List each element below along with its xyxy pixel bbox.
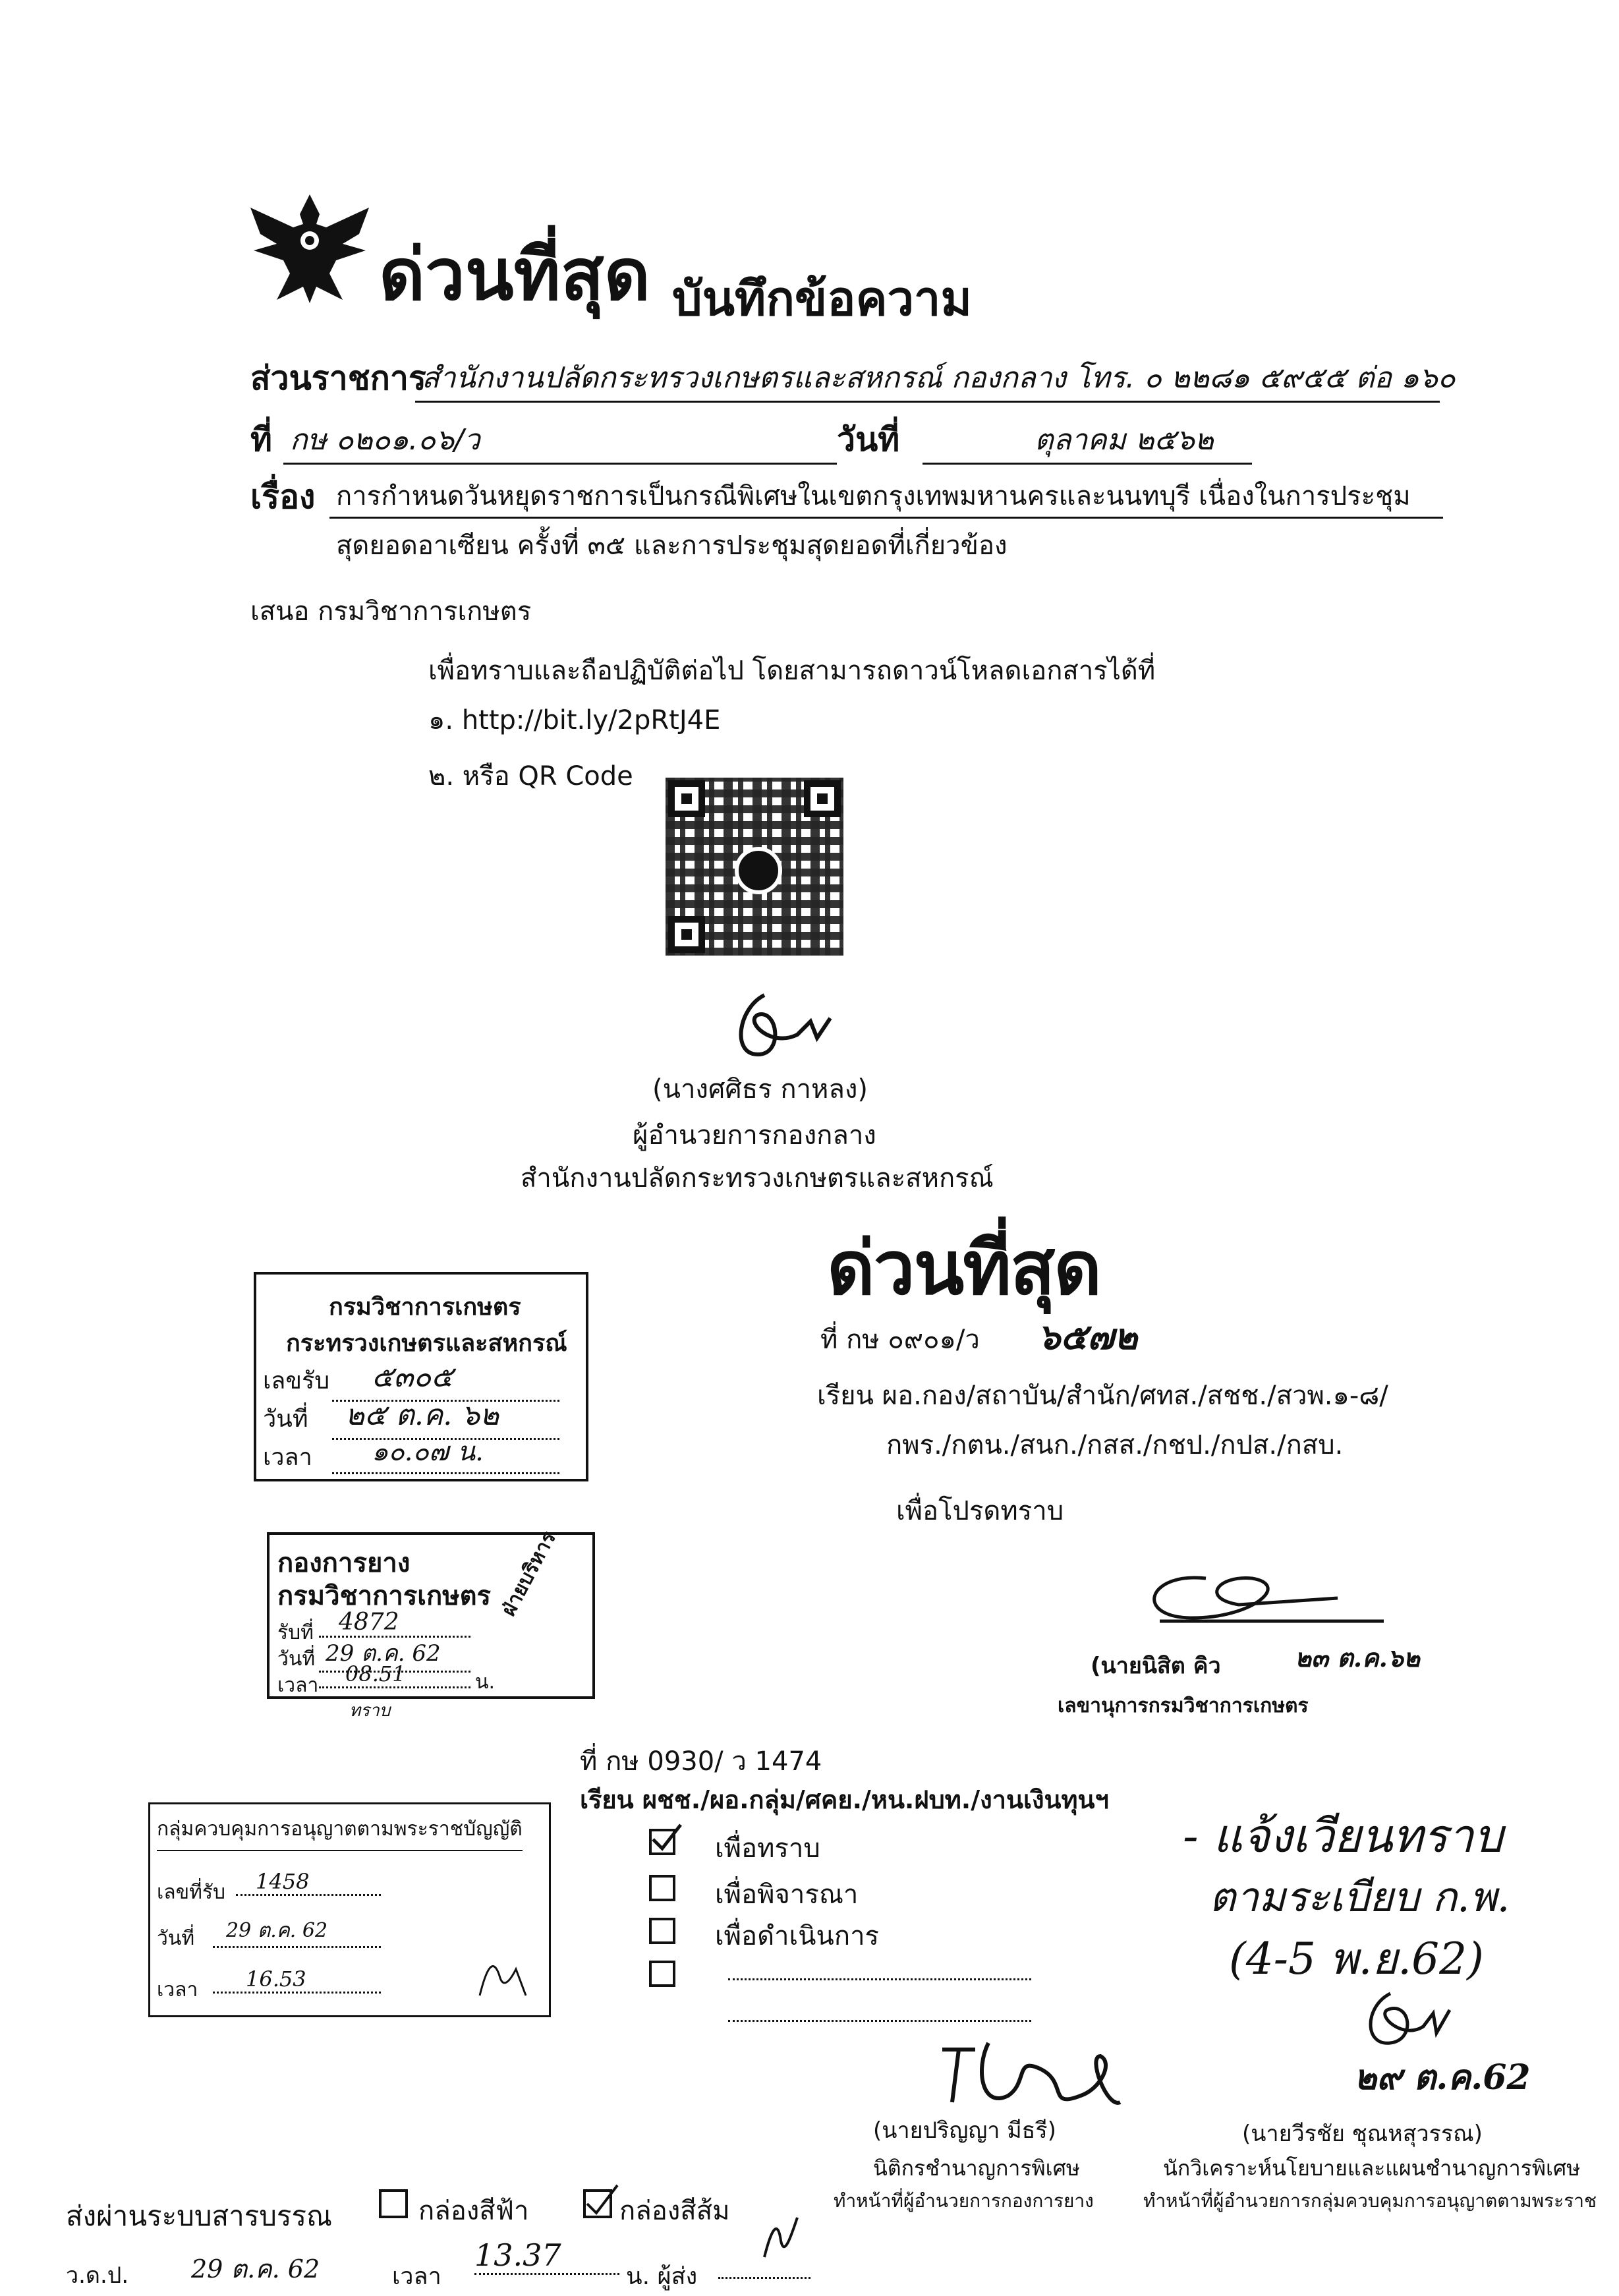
signatory1-position: ผู้อำนวยการกองกลาง <box>633 1120 876 1151</box>
footer-system-label: ส่งผ่านระบบสารบรรณ <box>66 2200 333 2232</box>
date-value: ตุลาคม ๒๕๖๒ <box>923 416 1252 465</box>
forward2-signer-title1: นิติกรชำนาญการพิเศษ <box>873 2156 1080 2181</box>
footer-time-label: เวลา <box>392 2263 441 2290</box>
stamp2-recv-label: รับที่ <box>277 1621 314 1644</box>
forward1-signer: (นายนิสิต คิว <box>1091 1653 1221 1679</box>
stamp1-line1: กรมวิชาการเกษตร <box>329 1294 521 1321</box>
subject-line2: สุดยอดอาเซียน ครั้งที่ ๓๕ และการประชุมสุดยอดที่เกี่ยวข้อง <box>336 531 1008 561</box>
opt-acknowledge-label: เพื่อทราบ <box>715 1833 820 1864</box>
footer-sender-label: น. ผู้ส่ง <box>626 2263 698 2290</box>
checkbox-proceed[interactable] <box>649 1918 675 1944</box>
receipt-stamp-3 <box>148 1802 551 2017</box>
footer-time-value: 13.37 <box>474 2237 619 2275</box>
stamp1-date-value: ๒๕ ต.ค. ๖๒ <box>332 1392 559 1440</box>
checkmark-icon <box>584 2184 619 2218</box>
urgency-heading: ด่วนที่สุด <box>379 234 650 316</box>
checkbox-consider[interactable] <box>649 1875 675 1901</box>
stamp2-line1: กองการยาง <box>277 1548 411 1578</box>
forward1-purpose: เพื่อโปรดทราบ <box>896 1496 1064 1526</box>
forward1-to-line2: กพร./กตน./สนก./กสส./กชป./กปส./กสบ. <box>886 1430 1344 1460</box>
stamp3-date-label: วันที่ <box>157 1927 195 1950</box>
footer-date-label: ว.ด.ป. <box>66 2262 129 2289</box>
signatory1-name: (นางศศิธร กาหลง) <box>652 1074 868 1105</box>
receipt-stamp-1 <box>254 1272 588 1481</box>
handwritten-line1: - แจ้งเวียนทราบ <box>1183 1809 1503 1863</box>
addressee: เสนอ กรมวิชาการเกษตร <box>250 596 532 627</box>
other-dotted-line-2 <box>728 2020 1031 2022</box>
qr-code-label: ๒. หรือ QR Code <box>428 761 633 791</box>
footer-orange-box-label: กล่องสีส้ม <box>619 2196 730 2226</box>
stamp1-time-value: ๑๐.๐๗ น. <box>332 1430 559 1474</box>
urgent-stamp: ด่วนที่สุด <box>827 1226 1101 1311</box>
stamp3-initials <box>473 1949 532 2002</box>
forward1-signer-date: ๒๓ ต.ค.๖๒ <box>1295 1643 1420 1673</box>
stamp3-recv-value: 1458 <box>236 1869 381 1896</box>
stamp2-time-value: 08.51 <box>319 1661 470 1688</box>
forward1-to-line1: เรียน ผอ.กอง/สถาบัน/สำนัก/ศทส./สชช./สวพ.๑-๘/ <box>817 1381 1388 1411</box>
agency-label: ส่วนราชการ <box>250 359 426 397</box>
stamp3-title: กลุ่มควบคุมการอนุญาตตามพระราชบัญญัติ <box>157 1814 523 1851</box>
ref-value: กษ ๐๒๐๑.๐๖/ว <box>283 416 837 465</box>
opt-proceed-label: เพื่อดำเนินการ <box>715 1921 880 1951</box>
forward1-ref-number: ๖๕๗๒ <box>1038 1315 1138 1358</box>
forward2-signer-name: (นายปริญญา มีธรี) <box>873 2117 1056 2144</box>
receipt-stamp-2 <box>267 1528 595 1699</box>
signature-1 <box>718 982 850 1068</box>
stamp3-time-label: เวลา <box>157 1978 198 2001</box>
body-paragraph: เพื่อทราบและถือปฏิบัติต่อไป โดยสามารถดาวน์โหลดเอกสารได้ที่ <box>428 656 1156 686</box>
footer-sender-initials <box>758 2211 804 2264</box>
garuda-emblem-icon <box>244 188 376 306</box>
stamp1-line2: กระทรวงเกษตรและสหกรณ์ <box>286 1330 567 1357</box>
stamp2-date-value: 29 ต.ค. 62 <box>319 1635 470 1673</box>
signatory3-name: (นายวีรชัย ชุณหสุวรรณ) <box>1242 2121 1483 2147</box>
checkmark-icon <box>650 1822 682 1854</box>
signature-4 <box>1351 1980 1469 2059</box>
checkbox-acknowledge[interactable] <box>649 1829 675 1855</box>
agency-value: สำนักงานปลัดกระทรวงเกษตรและสหกรณ์ กองกลาง โทร. ๐ ๒๒๘๑ ๕๙๕๕ ต่อ ๑๖๐ <box>415 355 1440 403</box>
checkbox-other[interactable] <box>649 1961 675 1987</box>
checkbox-blue-box[interactable] <box>379 2189 408 2218</box>
stamp2-note: ทราบ <box>349 1701 391 1721</box>
stamp1-date-label: วันที่ <box>263 1406 308 1433</box>
stamp1-recv-label: เลขรับ <box>263 1367 330 1394</box>
stamp1-time-label: เวลา <box>263 1444 312 1471</box>
signatory3-title1: นักวิเคราะห์นโยบายและแผนชำนาญการพิเศษ <box>1163 2156 1581 2181</box>
qr-code-image <box>666 778 843 956</box>
download-link[interactable]: ๑. http://bit.ly/2pRtJ4E <box>428 705 721 735</box>
opt-consider-label: เพื่อพิจารณา <box>715 1880 859 1910</box>
stamp2-time-label: เวลา <box>277 1674 319 1697</box>
stamp3-date-value: 29 ต.ค. 62 <box>213 1915 381 1948</box>
forward1-ref: ที่ กษ ๐๙๐๑/ว <box>820 1325 980 1355</box>
signature-3 <box>916 2030 1133 2122</box>
stamp2-time-unit: น. <box>475 1671 496 1694</box>
forward1-signer-position: เลขานุการกรมวิชาการเกษตร <box>1058 1694 1309 1717</box>
footer-date-value: 29 ต.ค. 62 <box>191 2254 320 2283</box>
footer-sender-line <box>718 2277 810 2279</box>
stamp3-recv-label: เลขที่รับ <box>157 1881 226 1904</box>
ref-label: ที่ <box>250 420 272 459</box>
doc-type-heading: บันทึกข้อความ <box>672 271 972 326</box>
date-label: วันที่ <box>837 420 900 459</box>
forward2-ref: ที่ กษ 0930/ ว 1474 <box>580 1746 822 1777</box>
stamp2-recv-value: 4872 <box>319 1609 470 1638</box>
stamp2-date-label: วันที่ <box>277 1648 316 1671</box>
handwritten-line2: ตามระเบียบ ก.พ. <box>1209 1873 1510 1921</box>
stamp1-recv-value: ๕๓๐๕ <box>332 1354 559 1402</box>
subject-label: เรื่อง <box>250 478 316 516</box>
handwritten-date: ๒๙ ต.ค.62 <box>1354 2057 1531 2098</box>
footer-blue-box-label: กล่องสีฟ้า <box>418 2196 529 2226</box>
signatory3-title2: ทำหน้าที่ผู้อำนวยการกลุ่มควบคุมการอนุญาตตามพระราช <box>1143 2190 1597 2212</box>
other-dotted-line-1 <box>728 1978 1031 1980</box>
forward2-to: เรียน ผชช./ผอ.กลุ่ม/ศคย./หน.ฝบท./งานเงินทุนฯ <box>580 1785 1109 1814</box>
forward2-signer-title2: ทำหน้าที่ผู้อำนวยการกองการยาง <box>834 2190 1094 2212</box>
signatory1-office: สำนักงานปลัดกระทรวงเกษตรและสหกรณ์ <box>521 1163 994 1193</box>
checkbox-orange-box[interactable] <box>583 2189 612 2218</box>
handwritten-line3: (4-5 พ.ย.62) <box>1229 1934 1484 1984</box>
stamp3-time-value: 16.53 <box>213 1966 381 1994</box>
stamp2-side-text: ฝ่ายบริหาร <box>497 1528 561 1621</box>
signature-2 <box>1120 1559 1397 1638</box>
stamp2-line2: กรมวิชาการเกษตร <box>277 1581 492 1611</box>
subject-line1: การกำหนดวันหยุดราชการเป็นกรณีพิเศษในเขตกรุงเทพมหานครและนนทบุรี เนื่องในการประชุม <box>329 474 1443 519</box>
